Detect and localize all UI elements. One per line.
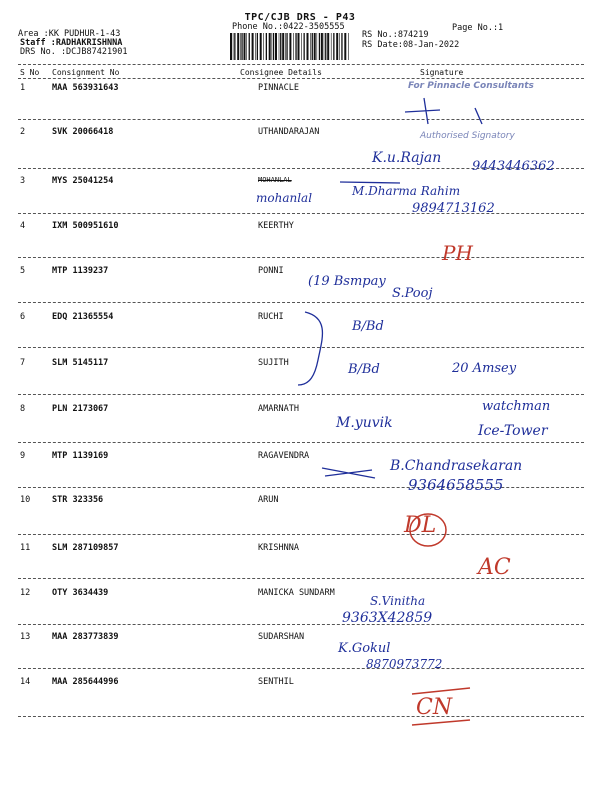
staff-field: Staff :RADHAKRISHNNA xyxy=(20,38,123,48)
row-consignment: MYS 25041254 xyxy=(52,176,114,186)
row-consignment: SLM 287109857 xyxy=(52,543,119,553)
row-sno: 9 xyxy=(20,451,26,461)
barcode-bar xyxy=(263,33,264,60)
barcode-bar xyxy=(260,33,262,60)
barcode-bar xyxy=(230,33,232,60)
row-rule xyxy=(18,668,584,669)
row-sno: 5 xyxy=(20,266,26,276)
sheet-title: TPC/CJB DRS - P43 xyxy=(244,12,356,23)
barcode-bar xyxy=(273,33,274,60)
barcode-bar xyxy=(324,33,325,60)
row-consignee: MANICKA SUNDARM xyxy=(258,588,335,598)
row-rule xyxy=(18,119,584,120)
signature-row-8c: Ice-Tower xyxy=(478,423,548,439)
barcode-bar xyxy=(266,33,267,60)
barcode-bar xyxy=(257,33,258,60)
row-consignment: IXM 500951610 xyxy=(52,221,119,231)
signature-row-3a: mohanlal xyxy=(256,191,313,205)
row-consignment: OTY 3634439 xyxy=(52,588,109,598)
signature-row-9a: B.Chandrasekaran xyxy=(390,458,523,474)
barcode-bar xyxy=(298,33,300,60)
barcode-bar xyxy=(249,33,250,60)
barcode-bar xyxy=(327,33,329,60)
barcode-bar xyxy=(269,33,271,60)
barcode-bar xyxy=(240,33,241,60)
barcode-bar xyxy=(312,33,313,60)
row-sno: 11 xyxy=(20,543,31,553)
row-consignee: KEERTHY xyxy=(258,221,294,231)
row-consignee: PONNI xyxy=(258,266,284,276)
row-consignment: SLM 5145117 xyxy=(52,358,109,368)
row-consignee: MOHANLAL xyxy=(258,176,292,184)
header-rule-top xyxy=(18,64,584,65)
barcode-bar xyxy=(280,33,281,60)
barcode-bar xyxy=(241,33,242,60)
signature-row-13-phone: 8870973772 xyxy=(366,657,443,671)
row-rule xyxy=(18,213,584,214)
barcode-bar xyxy=(319,33,320,60)
row-6-bracket xyxy=(298,312,322,385)
barcode-bar xyxy=(310,33,311,60)
rs-date: RS Date:08-Jan-2022 xyxy=(362,40,460,50)
row-consignee: SUJITH xyxy=(258,358,289,368)
barcode-bar xyxy=(285,33,286,60)
signature-row-6: B/Bd xyxy=(352,319,384,334)
barcode-bar xyxy=(286,33,287,60)
col-consignment: Consignment No xyxy=(52,68,120,77)
area-field: Area :KK PUDHUR-1-43 xyxy=(18,29,121,39)
barcode-bar xyxy=(275,33,277,60)
row-consignment: EDQ 21365554 xyxy=(52,312,114,322)
barcode-bar xyxy=(233,33,234,60)
barcode-bar xyxy=(336,33,338,60)
signature-row-2: K.u.Rajan xyxy=(372,150,442,166)
row-sno: 8 xyxy=(20,404,26,414)
row-consignee: UTHANDARAJAN xyxy=(258,127,320,137)
phone-number: Phone No.:0422-3505555 xyxy=(232,22,345,32)
rs-number: RS No.:874219 xyxy=(362,30,429,40)
barcode-bar xyxy=(289,33,291,60)
barcode-bar xyxy=(333,33,334,60)
row-consignment: MAA 283773839 xyxy=(52,632,119,642)
barcode-bar xyxy=(344,33,346,60)
signature-row-14-lines xyxy=(412,688,470,725)
signature-row-12a: S.Vinitha xyxy=(370,594,426,608)
signature-row-8a: M.yuvik xyxy=(336,415,393,431)
row-consignee: RUCHI xyxy=(258,312,284,322)
row-sno: 3 xyxy=(20,176,26,186)
col-sno: S No xyxy=(20,68,40,77)
row-consignment: MAA 285644996 xyxy=(52,677,119,687)
row-rule xyxy=(18,347,584,348)
signature-row-1-tick xyxy=(475,108,482,124)
signature-row-5b: (19 Bsmpay xyxy=(308,274,386,289)
barcode-bar xyxy=(237,33,239,60)
barcode-bar xyxy=(244,33,246,60)
signature-row-10: DL xyxy=(404,513,437,538)
barcode-bar xyxy=(341,33,342,60)
row-sno: 13 xyxy=(20,632,31,642)
signature-row-3b: M.Dharma Rahim xyxy=(352,184,461,198)
row-3-strike xyxy=(340,182,400,183)
signature-row-5a: PH xyxy=(442,241,473,265)
signature-row-1-mark xyxy=(405,98,440,124)
row-consignment: PLN 2173067 xyxy=(52,404,109,414)
barcode-bar xyxy=(348,33,349,60)
barcode-image xyxy=(230,33,350,60)
row-sno: 1 xyxy=(20,83,26,93)
signature-row-14: CN xyxy=(416,695,453,720)
row-consignee: SUDARSHAN xyxy=(258,632,305,642)
signature-row-5c: S.Pooj xyxy=(392,286,433,301)
row-consignee: SENTHIL xyxy=(258,677,294,687)
col-consignee: Consignee Details xyxy=(240,68,322,77)
signature-row-10-circle xyxy=(410,514,446,546)
signature-row-9-phone: 9364658555 xyxy=(408,476,504,494)
barcode-bar xyxy=(321,33,323,60)
barcode-bar xyxy=(325,33,326,60)
row-consignee: AMARNATH xyxy=(258,404,299,414)
row-rule xyxy=(18,394,584,395)
row-sno: 2 xyxy=(20,127,26,137)
row-sno: 12 xyxy=(20,588,31,598)
barcode-bar xyxy=(307,33,309,60)
row-rule xyxy=(18,168,584,169)
signature-row-7a: B/Bd xyxy=(348,362,380,377)
barcode-bar xyxy=(255,33,256,60)
barcode-bar xyxy=(282,33,284,60)
barcode-bar xyxy=(293,33,294,60)
barcode-bar xyxy=(339,33,340,60)
barcode-bar xyxy=(331,33,332,60)
signature-row-7b: 20 Amsey xyxy=(452,361,517,376)
drs-number: DRS No. :DCJB87421901 xyxy=(20,47,128,57)
row-rule xyxy=(18,487,584,488)
row-9-strike xyxy=(322,468,375,478)
barcode-bar xyxy=(301,33,302,60)
company-stamp: For Pinnacle Consultants xyxy=(408,81,534,91)
row-consignment: SVK 20066418 xyxy=(52,127,114,137)
row-rule xyxy=(18,302,584,303)
signature-row-11: AC xyxy=(478,555,511,580)
row-rule xyxy=(18,534,584,535)
row-sno: 10 xyxy=(20,495,31,505)
row-consignment: MTP 1139169 xyxy=(52,451,109,461)
row-consignee: PINNACLE xyxy=(258,83,299,93)
row-rule xyxy=(18,716,584,717)
signature-row-13a: K.Gokul xyxy=(338,641,391,656)
barcode-bar xyxy=(246,33,247,60)
barcode-bar xyxy=(314,33,316,60)
row-rule xyxy=(18,257,584,258)
signature-row-3-phone: 9894713162 xyxy=(412,201,495,216)
barcode-bar xyxy=(252,33,254,60)
row-rule xyxy=(18,578,584,579)
barcode-bar xyxy=(317,33,318,60)
row-consignment: MTP 1139237 xyxy=(52,266,109,276)
barcode-bar xyxy=(234,33,235,60)
authorised-stamp: Authorised Signatory xyxy=(420,131,515,141)
page-number: Page No.:1 xyxy=(452,23,504,33)
signature-row-8b: watchman xyxy=(482,399,551,414)
barcode-bar xyxy=(295,33,296,60)
row-sno: 4 xyxy=(20,221,26,231)
row-consignee: KRISHNNA xyxy=(258,543,299,553)
col-signature: Signature xyxy=(420,68,464,77)
signature-row-12-phone: 9363X42859 xyxy=(342,610,433,626)
signature-row-2-phone: 9443446362 xyxy=(472,159,555,174)
header-rule-bottom xyxy=(18,78,584,79)
row-consignment: MAA 563931643 xyxy=(52,83,119,93)
barcode-bar xyxy=(272,33,273,60)
row-rule xyxy=(18,624,584,625)
barcode-bar xyxy=(304,33,305,60)
row-sno: 14 xyxy=(20,677,31,687)
row-consignee: ARUN xyxy=(258,495,279,505)
barcode-bar xyxy=(279,33,280,60)
row-rule xyxy=(18,442,584,443)
row-sno: 7 xyxy=(20,358,26,368)
row-consignment: STR 323356 xyxy=(52,495,104,505)
row-sno: 6 xyxy=(20,312,26,322)
row-consignee: RAGAVENDRA xyxy=(258,451,310,461)
